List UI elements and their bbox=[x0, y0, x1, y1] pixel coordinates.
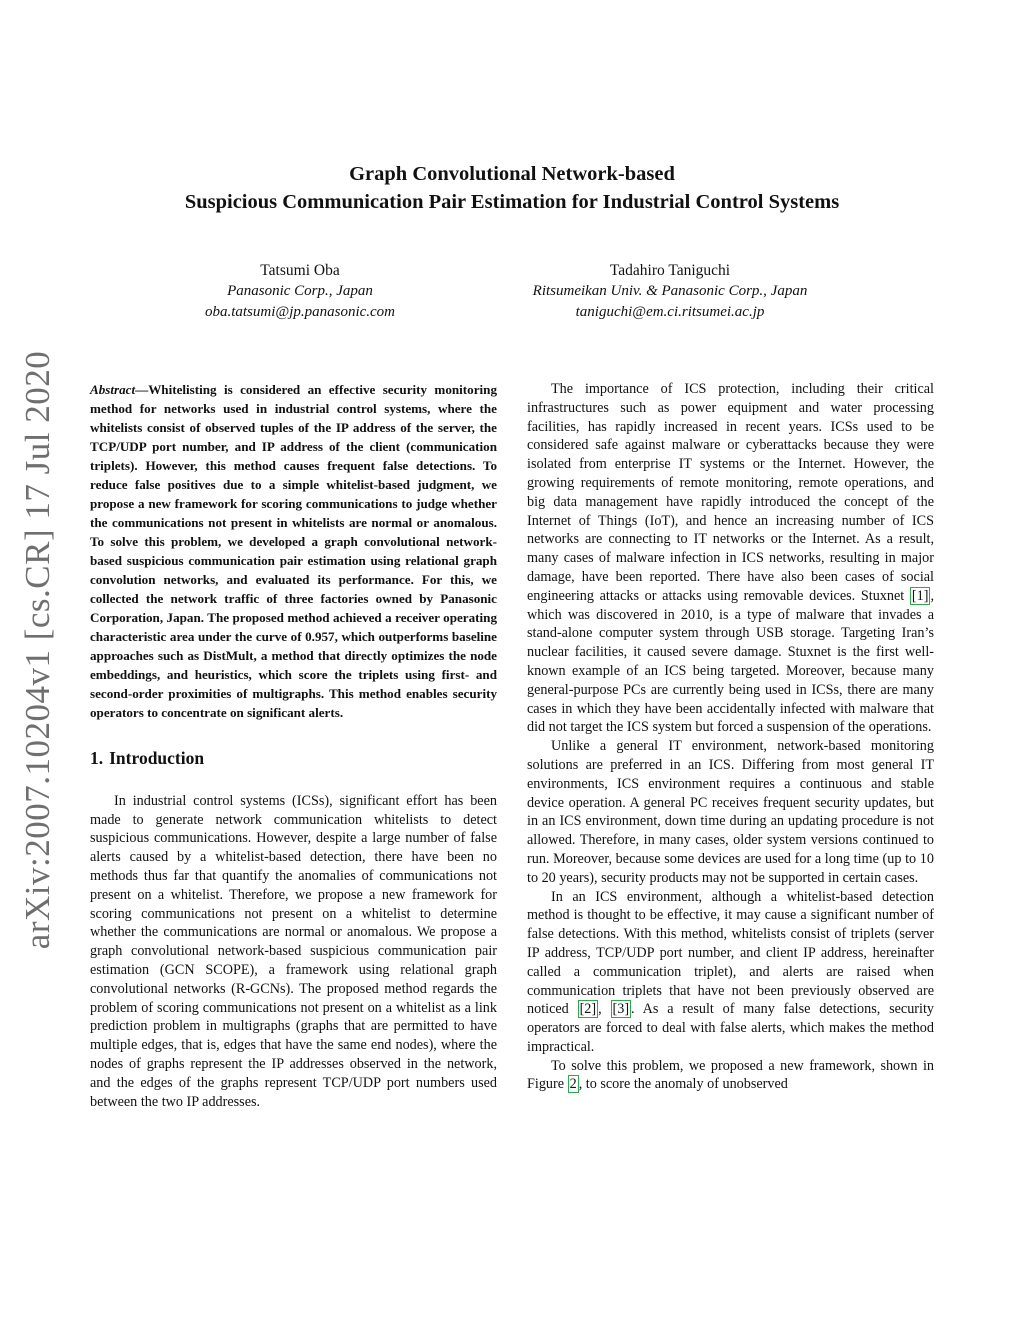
title-line-1: Graph Convolutional Network-based bbox=[349, 163, 675, 185]
abstract-label: Abstract bbox=[90, 382, 136, 397]
section-heading bbox=[90, 749, 497, 768]
right-column bbox=[527, 380, 934, 1094]
author-block-1 bbox=[150, 260, 450, 323]
abstract-text: —Whitelisting is considered an effective security monitoring method for networks used in industrial control systems, where the whitelists consist of observed tuples of the IP address of the server, the TCP/UDP port number, and IP address of the client (communication triplets). However, this method causes frequent false detections. To reduce false positives due to a simple whitelist-based judgment, we propose a new framework for scoring communications to judge whether the communications not present in whitelists are normal or anomalous. To solve this problem, we developed a graph convolutional network-based suspicious communication pair estimation using relational graph convolution networks, and evaluated its performance. For this, we collected the network traffic of three factories owned by Panasonic Corporation, Japan. The proposed method achieved a receiver operating characteristic area under the curve of 0.957, which outperforms baseline approaches such as DistMult, a method that directly optimizes the node embeddings, and heuristics, which score the triplets using first- and second-order proximities of multigraphs. This method enables security operators to concentrate on significant alerts. bbox=[90, 382, 497, 720]
citation-link[interactable]: [3] bbox=[612, 1001, 630, 1018]
intro-paragraph-3: Unlike a general IT environment, network-based monitoring solutions are preferred in an ICS. Differing from most general IT environments, ICS environment requires a continuous and stable device operation. A general PC receives frequent security updates, but in an ICS environment, down time during an updating procedure is not allowed. Therefore, in many cases, older system versions continued to run. Moreover, because some devices are used for a long time (up to 10 to 20 years), security products may not be supported in certain cases. bbox=[527, 738, 934, 886]
intro-paragraph-1: In industrial control systems (ICSs), significant effort has been made to generate network communication whitelists to detect suspicious communications. However, despite a large number of false alerts caused by a whitelist-based detection, there have been no methods thus far that quantify the anomalies of communications not present on a whitelist. Therefore, we propose a new framework for scoring communications not present on a whitelist to determine whether the communications are normal or anomalous. We propose a graph convolutional network-based suspicious communication pair estimation (GCN SCOPE), a framework using relational graph convolutional networks (R-GCNs). The proposed method regards the problem of scoring communications not present on a whitelist as a link prediction problem in multigraphs (graphs that are permitted to have multiple edges, that is, edges that have the same end nodes), where the nodes of graphs represent the IP addresses observed in the network, and the edges of the graphs represent TCP/UDP port numbers used between the two IP addresses. bbox=[90, 792, 497, 1110]
intro-paragraph-4: In an ICS environment, although a whitelist-based detection method is thought to be effective, it may cause a significant number of false detections. With this method, whitelists consist of triplets (server IP address, TCP/UDP port number, and client IP address, hereinafter called a communication triplet), and alerts are raised when communication triplets that have not been previously observed are noticed [2] , [3] . As a result of many false detections, security operators are forced to deal with false alerts, which makes the method impractical. bbox=[527, 888, 935, 1055]
author-affiliation: Panasonic Corp., Japan bbox=[227, 283, 373, 299]
title-line-2: Suspicious Communication Pair Estimation for Industrial Control Systems bbox=[184, 191, 840, 213]
intro-paragraph-5: To solve this problem, we proposed a new framework, shown in Figure 2 , to score the anomaly of unobserved bbox=[527, 1057, 934, 1093]
intro-paragraph-2: The importance of ICS protection, including their critical infrastructures such as power equipment and water processing facilities, has rapidly increased in recent years. ICSs used to be considered safe against malware or cyberattacks because they were isolated from enterprise IT systems or the Internet. However, the growing requirements of remote monitoring, remote operations, and big data management have rapidly introduced the concept of the Internet of Things (IoT), and hence an increasing number of ICS networks are connecting to IT networks or the Internet. As a result, many cases of malware infection in ICS networks, resulting in major damage, have been reported. There have also been cases of social engineering attacks or attacks using removable devices. Stuxnet [1] , which was discovered in 2010, is a type of malware that invades a stand-alone computer system through USB storage. Targeting Iran’s nuclear facilities, it caused severe damage. Stuxnet is the first well-known example of an ICS being targeted. Moreover, because many general-purpose PCs are currently being used in ICSs, there are many cases in which they have been accidentally infected with malware that did not target the ICS system but forced a suspension of the operations. bbox=[527, 381, 934, 736]
author-affiliation: Ritsumeikan Univ. & Panasonic Corp., Japan bbox=[532, 283, 808, 299]
citation-link[interactable]: [2] bbox=[579, 1001, 597, 1018]
left-column bbox=[90, 380, 497, 1111]
section-number: 1. bbox=[90, 748, 104, 768]
citation-link[interactable]: [1] bbox=[911, 587, 929, 604]
author-name: Tadahiro Taniguchi bbox=[609, 262, 731, 279]
section-title: Introduction bbox=[109, 748, 205, 768]
paper-title bbox=[80, 160, 944, 216]
figure-reference-link[interactable]: 2 bbox=[569, 1076, 577, 1093]
arxiv-identifier: arXiv:2007.10204v1 [cs.CR] 17 Jul 2020 bbox=[18, 350, 57, 950]
author-email: taniguchi@em.ci.ritsumei.ac.jp bbox=[575, 304, 765, 320]
abstract bbox=[90, 380, 497, 722]
author-name: Tatsumi Oba bbox=[260, 262, 340, 279]
author-block-2 bbox=[500, 260, 840, 323]
author-email: oba.tatsumi@jp.panasonic.com bbox=[204, 304, 396, 320]
